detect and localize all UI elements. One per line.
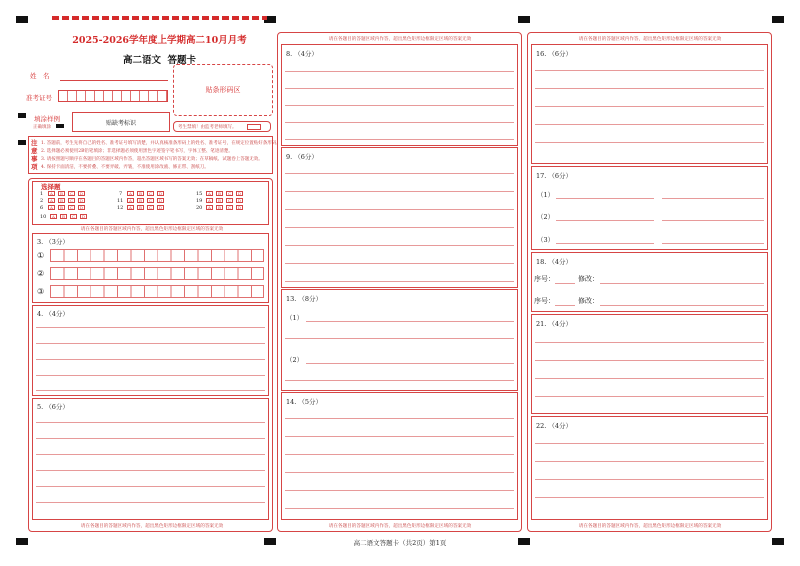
question-3-label: 3. （3分）	[37, 238, 69, 246]
answer-line[interactable]	[36, 438, 265, 439]
option-bubble[interactable]: D	[158, 205, 163, 210]
choice-number: 7	[119, 191, 123, 197]
q3-row-label: ②	[37, 269, 45, 278]
question-18-area	[531, 252, 768, 312]
answer-line[interactable]	[662, 220, 764, 221]
choice-number: 1	[40, 191, 44, 197]
answer-area-warning: 请在各题目的答题区域内作答，超出黑色矩形边框限定区域的答案无效	[328, 524, 472, 529]
name-label: 姓 名	[30, 72, 50, 80]
answer-line[interactable]	[285, 380, 514, 381]
page-footer: 高二语文答题卡（共2页）第1页	[353, 539, 447, 547]
answer-line[interactable]	[285, 191, 514, 192]
option-bubble[interactable]: A	[48, 198, 55, 203]
answer-line[interactable]	[662, 198, 764, 199]
note-item: 2. 选择题必须使用2B铅笔填涂；非选择题必须使用黑色字迹签字笔书写，字体工整、笔迹清楚。	[41, 149, 233, 154]
barcode-area-label: 贴条形码区	[205, 86, 241, 94]
note-item: 4. 保持卡面清洁，不要折叠、不要弄破、弄皱，不准使用涂改液、修正带、刮纸刀。	[41, 165, 209, 170]
option-bubble[interactable]: B	[216, 198, 223, 203]
exam-title: 2025-2026学年度上学期高二10月月考	[72, 35, 247, 46]
exam-id-boxes[interactable]	[58, 90, 168, 102]
option-bubble[interactable]: D	[79, 205, 84, 210]
answer-line[interactable]	[36, 343, 265, 344]
option-bubble[interactable]: B	[137, 191, 144, 196]
q18-seq-label: 序号：	[534, 275, 555, 283]
registration-mark	[518, 16, 530, 23]
option-bubble[interactable]: C	[69, 198, 74, 203]
choice-number: 15	[196, 191, 203, 197]
q18-seq-label: 序号：	[534, 297, 555, 305]
question-14-label: 14. （5分）	[286, 398, 323, 406]
answer-area-warning: 请在各题目的答题区域内作答，超出黑色矩形边框限定区域的答案无效	[80, 524, 224, 529]
note-item: 3. 请按照题号顺序在各题目的答题区域内作答，超出答题区域书写的答案无效；在草稿纸、试题卷上答题无效。	[41, 157, 263, 162]
answer-line[interactable]	[662, 243, 764, 244]
option-bubble[interactable]: B	[60, 214, 67, 219]
answer-line[interactable]	[535, 360, 764, 361]
question-8-area	[281, 44, 518, 146]
option-bubble[interactable]: A	[206, 198, 213, 203]
note-item: 1. 答题前，考生先将自己的姓名、准考证号填写清楚，并认真核准条形码上的姓名、准考证号，在规定位置贴好条形码。	[41, 141, 281, 146]
question-17-area	[531, 166, 768, 250]
question-9-label: 9. （6分）	[286, 153, 318, 161]
option-bubble[interactable]: A	[127, 205, 134, 210]
question-5-label: 5. （6分）	[37, 403, 69, 411]
notes-title: 注意事项	[31, 139, 38, 171]
choice-number: 11	[117, 198, 124, 204]
question-13-label: 13. （8分）	[286, 295, 323, 303]
answer-line[interactable]	[535, 479, 764, 480]
answer-line[interactable]	[535, 461, 764, 462]
option-bubble[interactable]: D	[237, 205, 242, 210]
answer-line[interactable]	[36, 359, 265, 360]
answer-line[interactable]	[285, 338, 514, 339]
absent-note: 考生禁填！由监考老师填写。	[178, 125, 237, 130]
answer-line[interactable]	[285, 105, 514, 106]
answer-area-warning: 请在各题目的答题区域内作答，超出黑色矩形边框限定区域的答案无效	[578, 37, 722, 42]
name-field[interactable]	[60, 80, 168, 81]
answer-line[interactable]	[36, 470, 265, 471]
q18-fix-label: 修改：	[578, 297, 599, 305]
option-bubble[interactable]: C	[227, 198, 232, 203]
option-bubble[interactable]: B	[137, 205, 144, 210]
question-18-label: 18. （4分）	[536, 258, 573, 266]
option-bubble[interactable]: B	[216, 191, 223, 196]
q3-writing-grid[interactable]	[50, 267, 264, 280]
answer-line[interactable]	[556, 243, 654, 244]
answer-line[interactable]	[36, 486, 265, 487]
answer-line[interactable]	[285, 209, 514, 210]
answer-line[interactable]	[555, 305, 575, 306]
option-bubble[interactable]: C	[71, 214, 76, 219]
absent-mark-box	[72, 112, 170, 132]
q13-part-label: （2）	[286, 356, 304, 364]
answer-line[interactable]	[556, 198, 654, 199]
answer-line[interactable]	[306, 363, 514, 364]
question-21-label: 21. （4分）	[536, 320, 573, 328]
choice-number: 6	[40, 205, 44, 211]
answer-line[interactable]	[535, 342, 764, 343]
question-14-area	[281, 392, 518, 520]
q17-part-label: （1）	[537, 191, 555, 199]
option-bubble[interactable]: A	[206, 205, 213, 210]
option-bubble[interactable]: C	[148, 198, 153, 203]
registration-mark	[16, 16, 28, 23]
answer-line[interactable]	[600, 283, 764, 284]
answer-line[interactable]	[535, 396, 764, 397]
answer-line[interactable]	[36, 390, 265, 391]
answer-line[interactable]	[36, 454, 265, 455]
answer-line[interactable]	[36, 327, 265, 328]
answer-line[interactable]	[285, 173, 514, 174]
answer-line[interactable]	[285, 508, 514, 509]
question-9-area	[281, 147, 518, 288]
header-dash-bar	[52, 16, 267, 20]
answer-line[interactable]	[285, 472, 514, 473]
option-bubble[interactable]: B	[216, 205, 223, 210]
answer-line[interactable]	[285, 71, 514, 72]
answer-line[interactable]	[535, 497, 764, 498]
answer-line[interactable]	[535, 378, 764, 379]
registration-mark	[772, 538, 784, 545]
question-17-label: 17. （6分）	[536, 172, 573, 180]
answer-line[interactable]	[285, 245, 514, 246]
option-bubble[interactable]: D	[79, 191, 84, 196]
option-bubble[interactable]: D	[79, 198, 84, 203]
option-bubble[interactable]: B	[58, 191, 65, 196]
filled-bubble-icon	[56, 124, 64, 128]
side-mark	[18, 113, 26, 118]
answer-line[interactable]	[556, 220, 654, 221]
answer-line[interactable]	[285, 139, 514, 140]
registration-mark	[16, 538, 28, 545]
option-bubble[interactable]: D	[158, 191, 163, 196]
option-bubble[interactable]: B	[137, 198, 144, 203]
question-16-label: 16. （6分）	[536, 50, 573, 58]
question-21-area	[531, 314, 768, 414]
answer-line[interactable]	[535, 443, 764, 444]
option-bubble[interactable]: B	[58, 205, 65, 210]
option-bubble[interactable]: A	[206, 191, 213, 196]
answer-line[interactable]	[285, 490, 514, 491]
registration-mark	[264, 538, 276, 545]
absent-note-box	[173, 121, 271, 132]
choice-number: 10	[40, 214, 47, 220]
q13-part-label: （1）	[286, 314, 304, 322]
exam-id-label: 准考证号	[26, 94, 52, 102]
answer-line[interactable]	[285, 418, 514, 419]
notes-box	[28, 136, 281, 174]
q17-part-label: （3）	[537, 236, 555, 244]
option-bubble[interactable]: A	[127, 198, 134, 203]
q3-row-label: ③	[37, 287, 45, 296]
option-bubble[interactable]: A	[48, 191, 55, 196]
option-bubble[interactable]: C	[227, 205, 232, 210]
answer-line[interactable]	[555, 283, 575, 284]
question-22-area	[531, 416, 768, 520]
question-4-label: 4. （4分）	[37, 310, 69, 318]
registration-mark	[518, 538, 530, 545]
choice-title: 选择题	[41, 183, 61, 191]
option-bubble[interactable]: C	[227, 191, 232, 196]
absent-mark-label: 贴缺考标识	[105, 120, 136, 127]
choice-number: 20	[196, 205, 203, 211]
option-bubble[interactable]: D	[158, 198, 163, 203]
answer-line[interactable]	[285, 263, 514, 264]
question-8-label: 8. （4分）	[286, 50, 318, 58]
answer-line[interactable]	[535, 142, 764, 143]
option-bubble[interactable]: C	[148, 205, 153, 210]
answer-line[interactable]	[285, 436, 514, 437]
answer-line[interactable]	[285, 454, 514, 455]
q3-writing-grid[interactable]	[50, 249, 264, 262]
question-16-area	[531, 44, 768, 164]
answer-line[interactable]	[535, 106, 764, 107]
answer-line[interactable]	[535, 88, 764, 89]
option-bubble[interactable]: D	[81, 214, 86, 219]
answer-line[interactable]	[285, 122, 514, 123]
question-22-label: 22. （4分）	[536, 422, 573, 430]
answer-line[interactable]	[285, 281, 514, 282]
side-mark	[18, 140, 26, 145]
sample-label: 填涂样例	[34, 115, 60, 123]
option-bubble[interactable]: A	[50, 214, 57, 219]
question-13-area	[281, 289, 518, 391]
absent-checkbox[interactable]	[247, 124, 261, 130]
option-bubble[interactable]: B	[58, 198, 65, 203]
answer-line[interactable]	[535, 124, 764, 125]
answer-area-warning: 请在各题目的答题区域内作答，超出黑色矩形边框限定区域的答案无效	[80, 227, 224, 232]
choice-section	[32, 181, 269, 225]
answer-line[interactable]	[306, 321, 514, 322]
q3-writing-grid[interactable]	[50, 285, 264, 298]
answer-line[interactable]	[535, 70, 764, 71]
option-bubble[interactable]: D	[237, 191, 242, 196]
answer-line[interactable]	[36, 375, 265, 376]
q18-fix-label: 修改：	[578, 275, 599, 283]
answer-area-warning: 请在各题目的答题区域内作答，超出黑色矩形边框限定区域的答案无效	[328, 37, 472, 42]
option-bubble[interactable]: D	[237, 198, 242, 203]
q3-row-label: ①	[37, 251, 45, 260]
option-bubble[interactable]: A	[48, 205, 55, 210]
choice-number: 12	[117, 205, 124, 211]
answer-line[interactable]	[285, 227, 514, 228]
answer-line[interactable]	[285, 88, 514, 89]
sheet-subtitle: 高二语文 答题卡	[122, 55, 197, 66]
answer-line[interactable]	[36, 502, 265, 503]
q17-part-label: （2）	[537, 213, 555, 221]
choice-number: 2	[40, 198, 44, 204]
registration-mark	[772, 16, 784, 23]
answer-line[interactable]	[600, 305, 764, 306]
barcode-area	[173, 64, 273, 116]
option-bubble[interactable]: C	[69, 205, 74, 210]
sample-correct-label: 正确填涂	[33, 125, 51, 130]
choice-number: 19	[196, 198, 203, 204]
option-bubble[interactable]: C	[69, 191, 74, 196]
option-bubble[interactable]: C	[148, 191, 153, 196]
option-bubble[interactable]: A	[127, 191, 134, 196]
question-4-area	[32, 305, 269, 396]
answer-line[interactable]	[36, 422, 265, 423]
answer-area-warning: 请在各题目的答题区域内作答，超出黑色矩形边框限定区域的答案无效	[578, 524, 722, 529]
